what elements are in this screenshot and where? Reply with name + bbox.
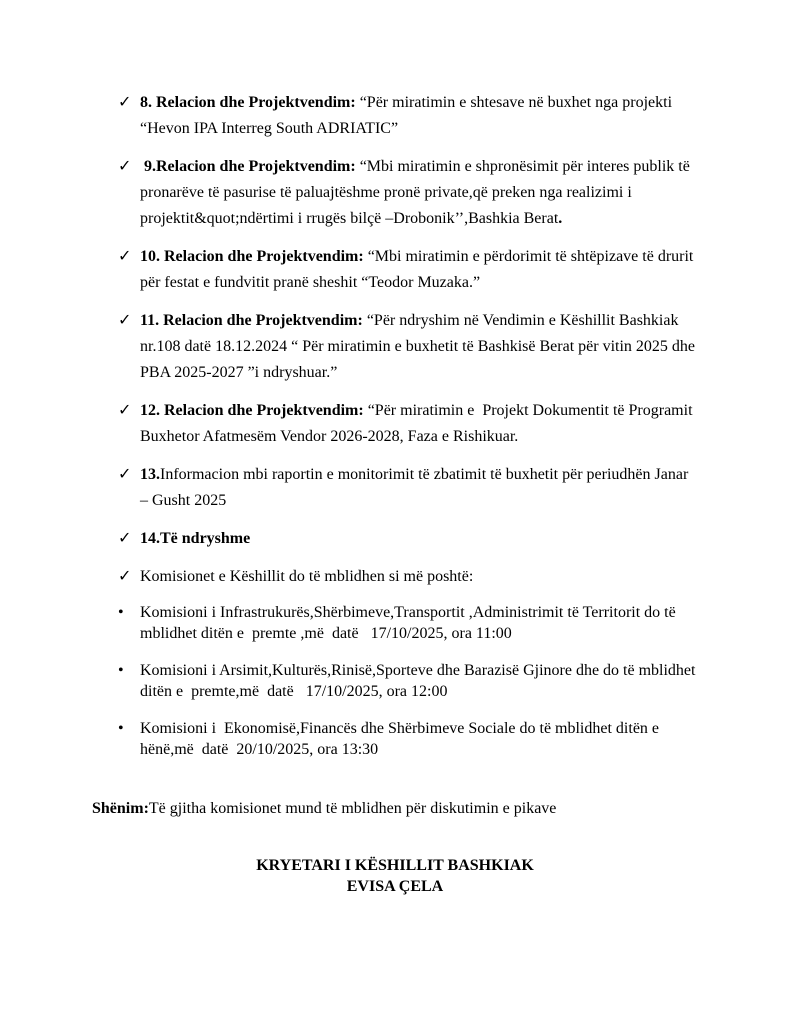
agenda-item	[118, 308, 699, 386]
signature-name: EVISA ÇELA	[346, 878, 444, 895]
agenda-item-text: 14.Të ndryshme	[140, 530, 251, 547]
checkmark-icon: ✓	[118, 402, 132, 419]
checkmark-icon: ✓	[118, 158, 132, 175]
agenda-item-text: 11. Relacion dhe Projektvendim: “Për ndryshim në Vendimin e Këshillit Bashkiak nr.108 datë 18.12.2024 “ Për miratimin e buxhetit të Bashkisë Berat për vitin 2025 dhe PBA 2025-2027 ”i ndryshuar.”	[140, 312, 699, 381]
agenda-item	[118, 462, 698, 514]
checkmark-icon: ✓	[118, 568, 132, 585]
agenda-item	[118, 244, 698, 296]
agenda-item-text: Komisionet e Këshillit do të mblidhen si më poshtë:	[140, 568, 474, 585]
agenda-item-text: 13.Informacion mbi raportin e monitorimit të zbatimit të buxhetit për periudhën Janar – Gusht 2025	[140, 466, 693, 509]
commission-item-text: Komisioni i Infrastrukurës,Shërbimeve,Transportit ,Administrimit të Territorit do të mblidhet ditën e premte ,më datë 17/10/2025, ora 11:00	[140, 604, 680, 642]
checkmark-icon: ✓	[118, 312, 132, 329]
bullet-icon: •	[118, 662, 124, 679]
agenda-item-text: 12. Relacion dhe Projektvendim: “Për miratimin e Projekt Dokumentit të Programit Buxhetor Afatmesëm Vendor 2026-2028, Faza e Rishikuar.	[140, 402, 697, 445]
commission-item	[118, 718, 698, 760]
agenda-item	[118, 90, 698, 142]
signature-block	[92, 855, 698, 897]
commission-item	[118, 602, 698, 644]
commissions-section	[92, 602, 698, 760]
commission-item	[118, 660, 700, 702]
checkmark-icon: ✓	[118, 94, 132, 111]
checkmark-icon: ✓	[118, 466, 132, 483]
bullet-icon: •	[118, 720, 124, 737]
commission-item-text: Komisioni i Ekonomisë,Financës dhe Shërbimeve Sociale do të mblidhet ditën e hënë,më datë 20/10/2025, ora 13:30	[140, 720, 664, 758]
agenda-item	[118, 398, 698, 450]
commission-item-text: Komisioni i Arsimit,Kulturës,Rinisë,Sporteve dhe Barazisë Gjinore dhe do të mblidhet ditën e premte,më datë 17/10/2025, ora 12:00	[140, 662, 700, 700]
agenda-item	[118, 154, 698, 232]
agenda-item-text: 10. Relacion dhe Projektvendim: “Mbi miratimin e përdorimit të shtëpizave të drurit për festat e fundvitit pranë sheshit “Teodor Muzaka.”	[140, 248, 698, 291]
checkmark-icon: ✓	[118, 248, 132, 265]
checkmark-icon: ✓	[118, 530, 132, 547]
agenda-item-text: 8. Relacion dhe Projektvendim: “Për miratimin e shtesave në buxhet nga projekti “Hevon IPA Interreg South ADRIATIC”	[140, 94, 677, 137]
agenda-item-text: 9.Relacion dhe Projektvendim: “Mbi miratimin e shpronësimit për interes publik të pronarëve të pasurise të paluajtëshme pronë private,që preken nga realizimi i projektit&quot;ndërtimi i rrugës bilçë –Drobonik’’,Bashkia Berat.	[140, 158, 694, 227]
agenda-item	[118, 564, 698, 590]
bullet-icon: •	[118, 604, 124, 621]
agenda-section	[92, 90, 698, 590]
note-line: Shënim:Të gjitha komisionet mund të mblidhen për diskutimin e pikave	[92, 800, 557, 817]
agenda-item	[118, 526, 698, 552]
signature-title: KRYETARI I KËSHILLIT BASHKIAK	[256, 857, 534, 874]
